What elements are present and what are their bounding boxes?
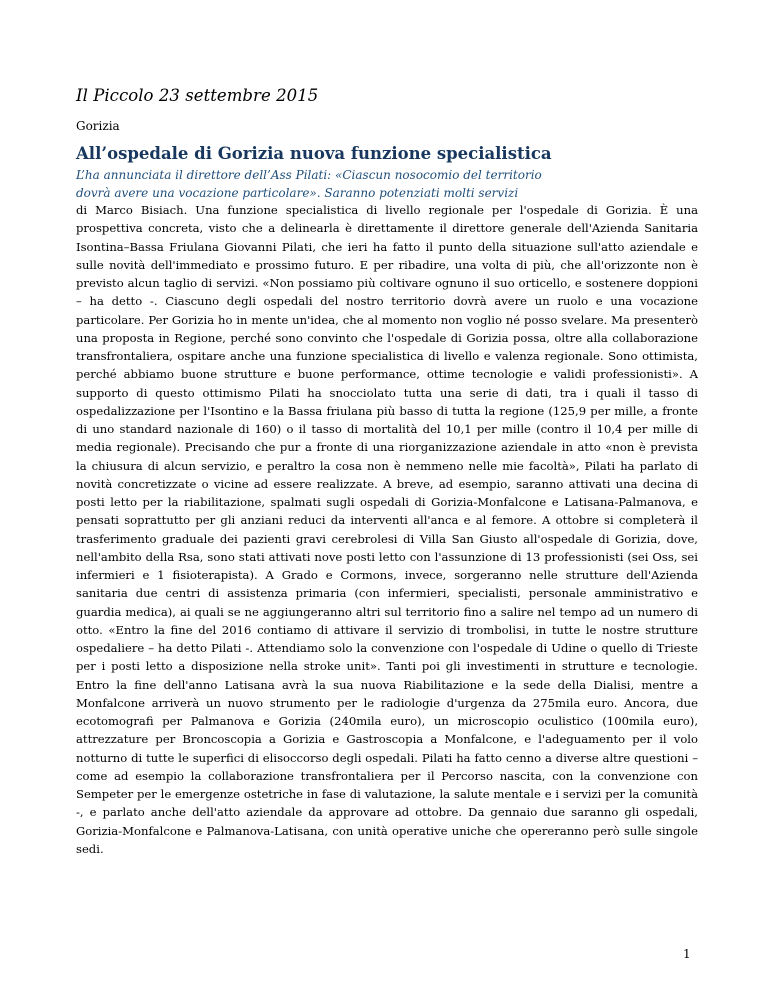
article-body: di Marco Bisiach. Una funzione specialistica di livello regionale per l'ospedale di Gorizia. È una prospettiva concreta, visto che a delinearla è direttamente il direttore generale dell'Azienda Sanitaria Isontina–Bassa Friulana Giovanni Pilati, che ieri ha fatto il punto della situazione sull'atto aziendale e sulle novità dell'immediato e prossimo futuro. E per ribadire, una volta di più, che all'orizzonte non è previsto alcun taglio di servizi. «Non possiamo più coltivare ognuno il suo orticello, e sostenere doppioni – ha detto -. Ciascuno degli ospedali del nostro territorio dovrà avere un ruolo e una vocazione particolare. Per Gorizia ho in mente un'idea, che al momento non voglio né posso svelare. Ma presenterò una proposta in Regione, perché sono convinto che l'ospedale di Gorizia possa, oltre alla collaborazione transfrontaliera, ospitare anche una funzione specialistica di livello e valenza regionale. Sono ottimista, perché abbiamo buone strutture e buone performance, ottime tecnologie e validi professionisti». A supporto di questo ottimismo Pilati ha snocciolato tutta una serie di dati, tra i quali il tasso di ospedalizzazione per l'Isontino e la Bassa friulana più basso di tutta la regione (125,9 per mille, a fronte di uno standard nazionale di 160) o il tasso di mortalità del 10,1 per mille (contro il 10,4 per mille di media regionale). Precisando che pur a fronte di una riorganizzazione aziendale in atto «non è prevista la chiusura di alcun servizio, e peraltro la cosa non è nemmeno nelle mie facoltà», Pilati ha parlato di novità concretizzate o vicine ad essere realizzate. A breve, ad esempio, saranno attivati una decina di posti letto per la riabilitazione, spalmati sugli ospedali di Gorizia-Monfalcone e Latisana-Palmanova, e pensati soprattutto per gli anziani reduci da interventi all'anca e al femore. A ottobre si completerà il trasferimento graduale dei pazienti gravi cerebrolesi di Villa San Giusto all'ospedale di Gorizia, dove, nell'ambito della Rsa, sono stati attivati nove posti letto con l'assunzione di 13 professionisti (sei Oss, sei infermieri e 1 fisioterapista). A Grado e Cormons, invece, sorgeranno nelle strutture dell'Azienda sanitaria due centri di assistenza primaria (con infermieri, specialisti, personale amministrativo e guardia medica), ai quali se ne aggiungeranno altri sul territorio fino a salire nel tempo ad un numero di otto. «Entro la fine del 2016 contiamo di attivare il servizio di trombolisi, in tutte le nostre strutture ospedaliere – ha detto Pilati -. Attendiamo solo la convenzione con l'ospedale di Udine o quello di Trieste per i posti letto a disposizione nella stroke unit». Tanti poi gli investimenti in strutture e tecnologie. Entro la fine dell'anno Latisana avrà la sua nuova Riabilitazione e la sede della Dialisi, mentre a Monfalcone arriverà un nuovo strumento per le radiologie d'urgenza da 275mila euro. Ancora, due ecotomografi per Palmanova e Gorizia (240mila euro), un microscopio oculistico (100mila euro), attrezzature per Broncoscopia a Gorizia e Gastroscopia a Monfalcone, e l'adeguamento per il volo notturno di tutte le superfici di elisoccorso degli ospedali. Pilati ha fatto cenno a diverse altre questioni – come ad esempio la collaborazione transfrontaliera per il Percorso nascita, con la convenzione con Sempeter per le emergenze ostetriche in fase di valutazione, la salute mentale e i servizi per la comunità -, e parlato anche dell'atto aziendale da approvare ad ottobre. Da gennaio due saranno gli ospedali, Gorizia-Monfalcone e Palmanova-Latisana, con unità operative uniche che opereranno però sulle singole sedi. xyxy=(76,203,698,856)
subheadline-line-1: L’ha annunciata il direttore dell’Ass Pilati: «Ciascun nosocomio del territorio xyxy=(76,168,542,182)
article-headline: All’ospedale di Gorizia nuova funzione specialistica xyxy=(76,144,552,163)
source-and-date: Il Piccolo 23 settembre 2015 xyxy=(76,86,319,105)
subheadline-line-2: dovrà avere una vocazione particolare». Saranno potenziati molti servizi xyxy=(76,186,519,201)
article-subheadline xyxy=(76,166,696,202)
page-number: 1 xyxy=(683,947,691,961)
section-label: Gorizia xyxy=(76,119,120,133)
